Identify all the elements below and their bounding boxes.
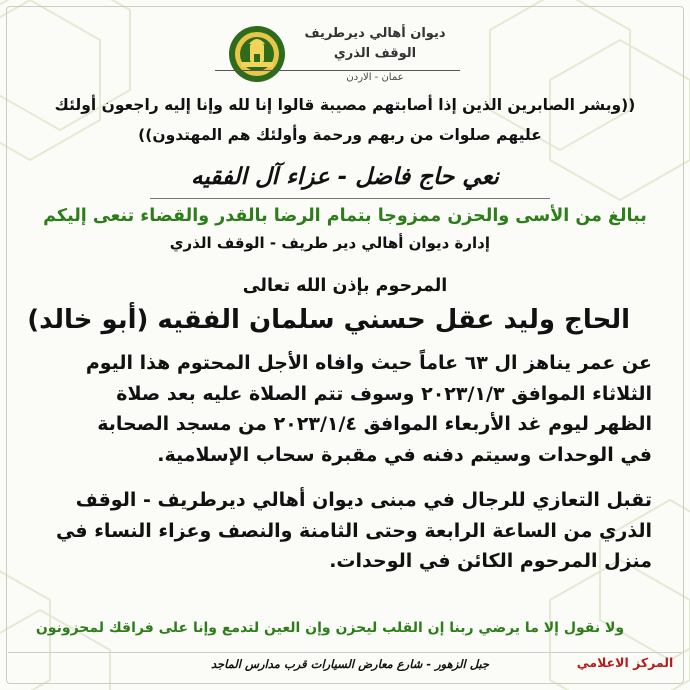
org-line2 <box>300 46 450 61</box>
diwan-logo <box>227 24 287 84</box>
waqf-name: الوقف الذري <box>333 46 417 61</box>
deceased-intro: المرحوم بإذن الله تعالى <box>242 276 448 296</box>
sub-line1: ببالغ من الأسى والحزن ممزوجا بتمام الرضا بالقدر والقضاء تنعى إليكم <box>43 206 647 226</box>
verse-line1: ((وبشر الصابرين الذين إذا أصابتهم مصيبة قالوا إنا لله وإنا إليه راجعون أولئك <box>54 96 636 114</box>
verse-line2: عليهم صلوات من ربهم ورحمة وأولئك هم المهتدون)) <box>138 126 542 144</box>
headline: نعي حاج فاضل - عزاء آل الفقيه <box>191 164 499 190</box>
footer-address: جبل الزهور - شارع معارض السيارات قرب مدارس الماجد <box>210 657 490 671</box>
condolences-line3: منزل المرحوم الكائن في الوحدات. <box>329 550 652 572</box>
deceased-name: الحاج وليد عقل حسني سلمان الفقيه (أبو خالد) <box>27 305 630 335</box>
condolences-line2: الذري من الساعة الرابعة وحتى الثامنة والنصف وعزاء النساء في <box>55 519 652 542</box>
org-name: ديوان أهالي ديرطريف <box>304 26 446 41</box>
closing-prayer: ولا نقول إلا ما يرضي ربنا إن القلب ليحزن وإن العين لتدمع وإنا على فراقك لمحزونون <box>35 620 625 636</box>
footer-divider <box>8 652 682 653</box>
details-line3: الظهر ليوم غد الأربعاء الموافق ٢٠٢٣/١/٤ من مسجد الصحابة <box>97 413 652 435</box>
org-line1-box <box>300 26 450 41</box>
sub-line2: إدارة ديوان أهالي دير طريف - الوقف الذري <box>169 234 490 252</box>
details-line4: في الوحدات وسيتم دفنه في مقبرة سحاب الإسلامية. <box>157 443 652 466</box>
headline-underline <box>150 198 550 199</box>
location-text: عمان - الاردن <box>346 72 404 83</box>
header-divider <box>215 70 460 71</box>
condolences-line1: تقبل التعازي للرجال في مبنى ديوان أهالي ديرطريف - الوقف <box>75 489 652 511</box>
paragraph-details <box>32 348 652 470</box>
media-center-label: المركز الاعلامي <box>576 655 674 670</box>
location-label <box>300 72 450 83</box>
details-line2: الثلاثاء الموافق ٢٠٢٣/١/٣ وسوف تتم الصلاة عليه بعد صلاة <box>116 382 652 405</box>
details-line1: عن عمر يناهز ال ٦٣ عاماً حيث وافاه الأجل المحتوم هذا اليوم <box>85 352 652 374</box>
paragraph-condolences <box>32 485 652 577</box>
